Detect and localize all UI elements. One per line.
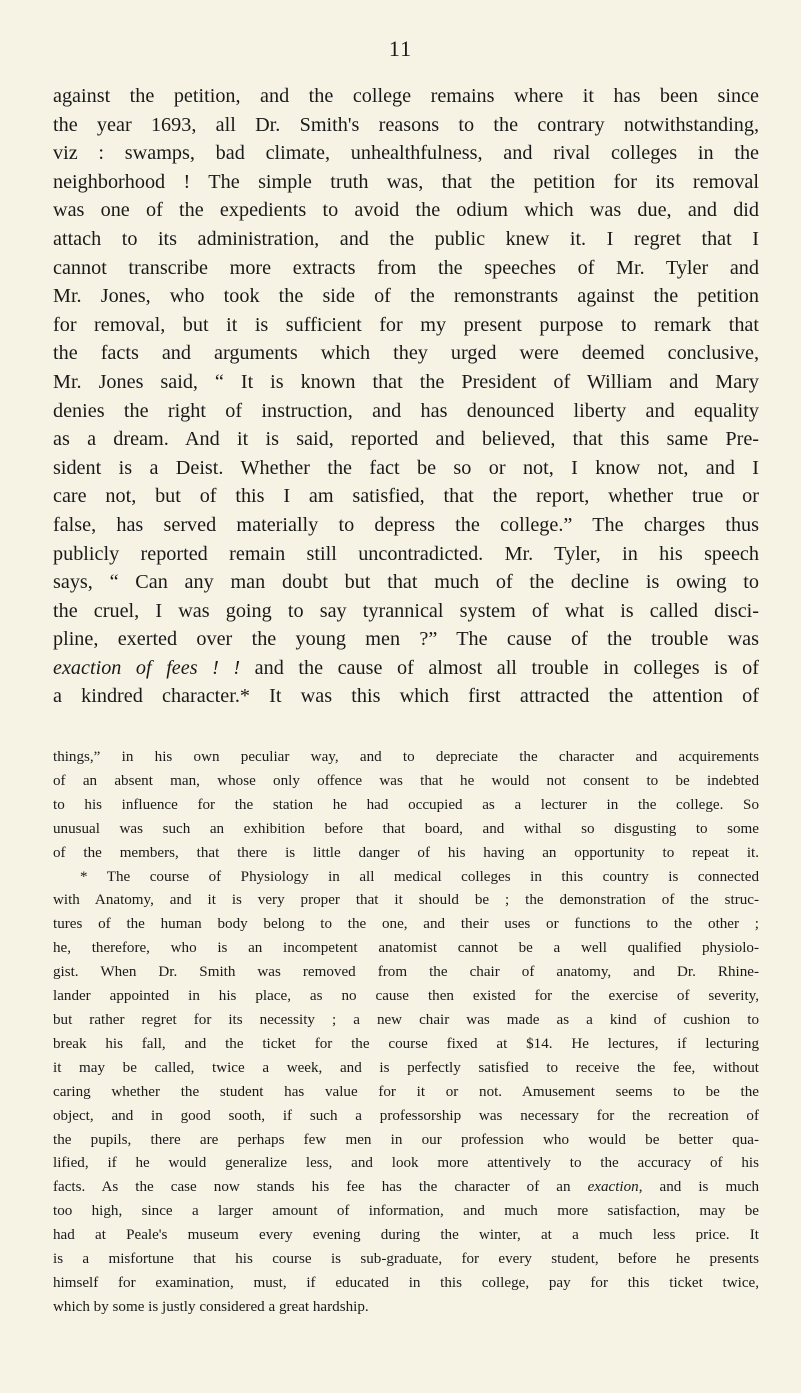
body-line (53, 654, 759, 683)
body-line: against the petition, and the college remains where it has been since (53, 85, 759, 107)
footnote-star-line: * The course of Physiology in all medical colleges in this country is connected (80, 868, 759, 885)
footnote-line: of an absent man, whose only offence was that he would not consent to be indebted (53, 772, 759, 789)
footnote-line: of the members, that there is little danger of his having an opportunity to repeat it. (53, 844, 759, 861)
page-number: 11 (388, 36, 413, 61)
footnote-line: it may be called, twice a week, and is perfectly satisfied to receive the fee, without (53, 1059, 759, 1076)
footnote-line: is a misfortune that his course is sub-graduate, for every student, before he presents (53, 1251, 759, 1268)
body-line: viz : swamps, bad climate, unhealthfulness, and rival colleges in the (53, 142, 759, 165)
body-line: the cruel, I was going to say tyrannical system of what is called disci- (53, 599, 759, 622)
footnote-line: object, and in good sooth, if such a professorship was necessary for the recreation of (53, 1107, 759, 1124)
body-line: publicly reported remain still uncontradicted. Mr. Tyler, in his speech (53, 542, 759, 565)
footnote-line: to his influence for the station he had occupied as a lecturer in the college. So (53, 796, 759, 813)
body-line: sident is a Deist. Whether the fact be so or not, I know not, and I (53, 456, 759, 479)
body-line: was one of the expedients to avoid the odium which was due, and did (53, 199, 759, 222)
footnote-line: which by some is justly considered a great hardship. (53, 1298, 369, 1315)
footnote-line: too high, since a larger amount of information, and much more satisfaction, may be (53, 1203, 759, 1220)
body-line: the facts and arguments which they urged were deemed conclusive, (53, 342, 759, 365)
footnote-line: unusual was such an exhibition before that board, and withal so disgusting to some (53, 820, 759, 837)
body-text (53, 82, 759, 711)
italic-phrase: exaction of fees ! ! (53, 656, 241, 679)
body-line: neighborhood ! The simple truth was, that the petition for its removal (53, 170, 759, 193)
body-line: false, has served materially to depress the college.” The charges thus (53, 513, 759, 536)
body-line: for removal, but it is sufficient for my present purpose to remark that (53, 313, 759, 336)
body-line: cannot transcribe more extracts from the speeches of Mr. Tyler and (53, 256, 759, 279)
footnote-text: , and is much (638, 1179, 759, 1196)
footnote-line: lander appointed in his place, as no cause then existed for the exercise of severity, (53, 988, 759, 1005)
body-line: denies the right of instruction, and has denounced liberty and equality (53, 399, 759, 422)
body-line: a kindred character.* It was this which first attracted the attention of (53, 685, 759, 708)
footnote-line: the pupils, there are perhaps few men in our profession who would be better qua- (53, 1131, 759, 1148)
body-line: as a dream. And it is said, reported and believed, that this same Pre- (53, 428, 759, 451)
italic-word: exaction (587, 1179, 639, 1196)
footnote-line: but rather regret for its necessity ; a new chair was made as a kind of cushion to (53, 1011, 759, 1028)
body-line: care not, but of this I am satisfied, that the report, whether true or (53, 485, 759, 508)
body-line-rest: and the cause of almost all trouble in colleges is of (240, 656, 759, 679)
footnote-line: had at Peale's museum every evening during the winter, at a much less price. It (53, 1227, 759, 1244)
footnote-line: gist. When Dr. Smith was removed from the chair of anatomy, and Dr. Rhine- (53, 964, 759, 981)
footnote-line (53, 1176, 759, 1200)
footnote-line: caring whether the student has value for it or not. Amusement seems to be the (53, 1083, 759, 1100)
footnote-line: lified, if he would generalize less, and look more attentively to the accuracy of his (53, 1155, 759, 1172)
footnote-line: he, therefore, who is an incompetent anatomist cannot be a well qualified physiolo- (53, 940, 759, 957)
body-line: Mr. Jones, who took the side of the remonstrants against the petition (53, 285, 759, 308)
footnotes (53, 746, 759, 1320)
body-line: pline, exerted over the young men ?” The cause of the trouble was (53, 628, 759, 651)
body-line: the year 1693, all Dr. Smith's reasons to the contrary notwithstanding, (53, 113, 759, 136)
footnote-line: things,” in his own peculiar way, and to depreciate the character and acquirements (53, 749, 759, 765)
footnote-line: break his fall, and the ticket for the course fixed at $14. He lectures, if lecturing (53, 1035, 759, 1052)
body-line: says, “ Can any man doubt but that much of the decline is owing to (53, 571, 759, 594)
footnote-line: himself for examination, must, if educated in this college, pay for this ticket twice, (53, 1274, 759, 1291)
footnote-line: with Anatomy, and it is very proper that it should be ; the demonstration of the struc- (53, 892, 759, 909)
body-line: attach to its administration, and the public knew it. I regret that I (53, 227, 759, 250)
footnote-line: tures of the human body belong to the one, and their uses or functions to the other ; (53, 916, 759, 933)
footnote-text: facts. As the case now stands his fee has the character of an (53, 1179, 588, 1196)
body-line: Mr. Jones said, “ It is known that the President of William and Mary (53, 370, 759, 393)
